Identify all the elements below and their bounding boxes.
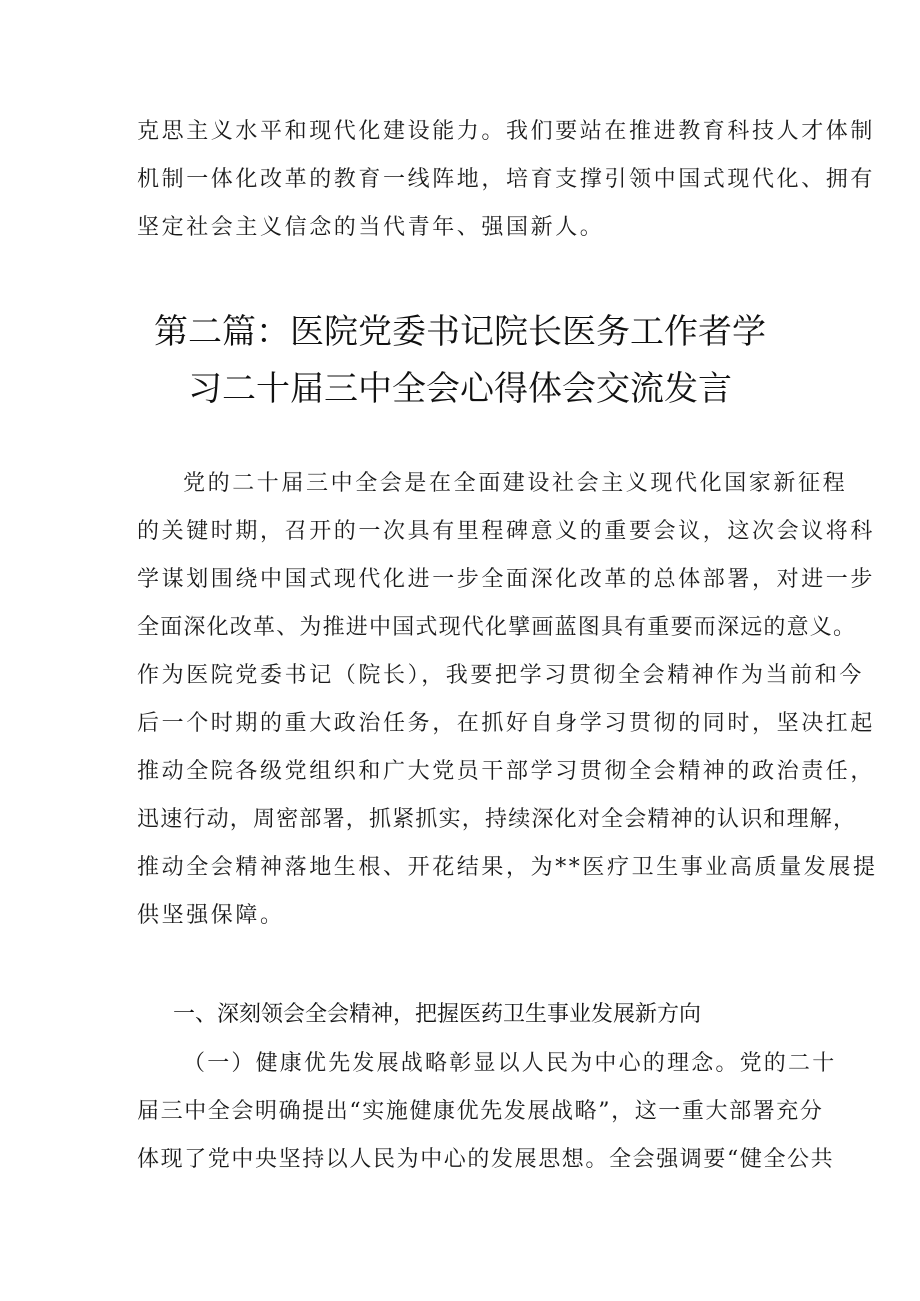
body-line-10: 供坚强保障。 xyxy=(137,903,285,928)
body-line-3: 学谋划围绕中国式现代化进一步全面深化改革的总体部署，对进一步 xyxy=(137,567,876,592)
intro-line-1: 克思主义水平和现代化建设能力。我们要站在推进教育科技人才体制 xyxy=(137,119,876,144)
sub-line-2: 届三中全会明确提出“实施健康优先发展战略”，这一重大部署充分 xyxy=(137,1099,824,1124)
intro-line-2: 机制一体化改革的教育一线阵地，培育支撑引领中国式现代化、拥有 xyxy=(137,167,876,192)
body-line-4: 全面深化改革、为推进中国式现代化擘画蓝图具有重要而深远的意义。 xyxy=(137,615,857,640)
body-line-2: 的关键时期，召开的一次具有里程碑意义的重要会议，这次会议将科 xyxy=(137,519,876,544)
article-title-line-2: 习二十届三中全会心得体会交流发言 xyxy=(188,369,732,409)
body-line-8: 迅速行动，周密部署，抓紧抓实，持续深化对全会精神的认识和理解， xyxy=(137,807,857,832)
section-heading: 一、深刻领会全会精神，把握医药卫生事业发展新方向 xyxy=(173,1002,702,1027)
body-line-6: 后一个时期的重大政治任务，在抓好自身学习贯彻的同时，坚决扛起 xyxy=(137,711,876,736)
sub-line-3: 体现了党中央坚持以人民为中心的发展思想。全会强调要“健全公共 xyxy=(137,1147,835,1172)
article-title-line-1: 第二篇：医院党委书记院长医务工作者学 xyxy=(154,312,766,352)
body-line-5: 作为医院党委书记（院长），我要把学习贯彻全会精神作为当前和今 xyxy=(137,663,865,688)
body-line-1: 党的二十届三中全会是在全面建设社会主义现代化国家新征程 xyxy=(183,471,848,496)
body-line-9: 推动全会精神落地生根、开花结果，为**医疗卫生事业高质量发展提 xyxy=(137,855,878,880)
sub-line-1: （一）健康优先发展战略彰显以人民为中心的理念。党的二十 xyxy=(183,1051,837,1076)
intro-line-3: 坚定社会主义信念的当代青年、强国新人。 xyxy=(137,215,605,240)
body-line-7: 推动全院各级党组织和广大党员干部学习贯彻全会精神的政治责任， xyxy=(137,759,876,784)
